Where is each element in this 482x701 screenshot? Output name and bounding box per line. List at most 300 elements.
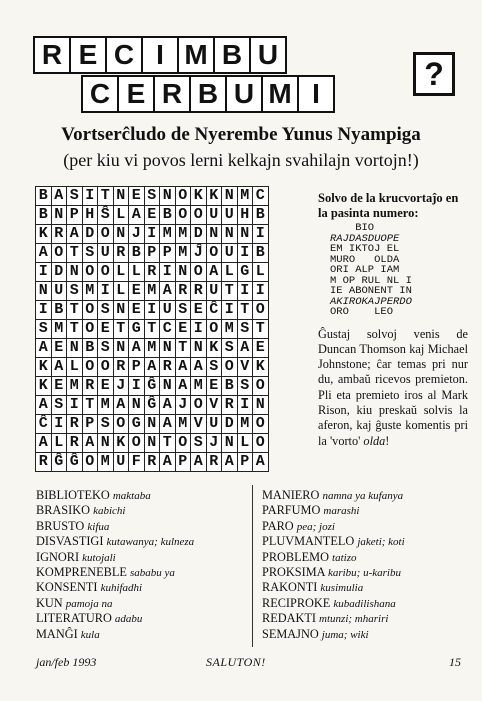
grid-row xyxy=(36,187,269,206)
title-letter-cell: I xyxy=(297,75,335,113)
grid-letter: T xyxy=(144,320,160,339)
grid-letter: N xyxy=(160,187,176,206)
grid-letter: M xyxy=(160,225,176,244)
grid-row xyxy=(36,263,269,282)
grid-letter: O xyxy=(98,358,114,377)
swahili-translation: kuhifadhi xyxy=(100,582,143,595)
grid-letter: L xyxy=(113,206,129,225)
grid-letter: J xyxy=(129,225,145,244)
grid-letter: B xyxy=(222,377,238,396)
grid-letter: O xyxy=(175,187,191,206)
swahili-translation: kubadilishana xyxy=(333,597,396,610)
grid-letter: S xyxy=(36,320,52,339)
grid-letter: S xyxy=(191,434,207,453)
swahili-translation: marashi xyxy=(323,505,360,518)
grid-letter: P xyxy=(67,206,83,225)
grid-letter: Ĝ xyxy=(51,453,67,472)
grid-letter: N xyxy=(222,187,238,206)
grid-letter: R xyxy=(222,396,238,415)
grid-letter: R xyxy=(82,377,98,396)
grid-letter: B xyxy=(129,244,145,263)
grid-letter: V xyxy=(237,358,253,377)
grid-letter: M xyxy=(175,244,191,263)
grid-letter: G xyxy=(237,263,253,282)
title-row-recimbu xyxy=(35,36,287,74)
grid-letter: Ŝ xyxy=(98,206,114,225)
grid-letter: M xyxy=(191,377,207,396)
swahili-translation: pamoja na xyxy=(65,597,113,610)
grid-letter: K xyxy=(253,358,269,377)
grid-letter: U xyxy=(222,244,238,263)
vocabulary-entry xyxy=(36,611,246,626)
grid-letter: A xyxy=(222,453,238,472)
esperanto-word: LITERATURO xyxy=(36,611,112,626)
grid-letter: E xyxy=(129,301,145,320)
grid-letter: T xyxy=(67,301,83,320)
vocabulary-entry xyxy=(262,596,472,611)
grid-letter: A xyxy=(237,339,253,358)
swahili-translation: kutojali xyxy=(82,551,116,564)
grid-letter: A xyxy=(36,396,52,415)
grid-letter: A xyxy=(67,225,83,244)
grid-row xyxy=(36,377,269,396)
swahili-translation: kusimulia xyxy=(320,582,364,595)
grid-letter: B xyxy=(36,187,52,206)
grid-letter: N xyxy=(113,339,129,358)
grid-letter: A xyxy=(253,453,269,472)
grid-letter: A xyxy=(82,434,98,453)
grid-letter: B xyxy=(82,339,98,358)
grid-letter: O xyxy=(253,434,269,453)
grid-letter: S xyxy=(67,187,83,206)
grid-letter: E xyxy=(129,187,145,206)
word-search-grid xyxy=(35,186,269,472)
grid-letter: N xyxy=(160,377,176,396)
grid-letter: A xyxy=(160,396,176,415)
winners-paragraph xyxy=(318,327,468,449)
grid-letter: O xyxy=(82,301,98,320)
solution-line: AKIROKAJPERDO xyxy=(330,295,412,308)
grid-letter: R xyxy=(113,244,129,263)
grid-letter: S xyxy=(222,339,238,358)
esperanto-word: KONSENTI xyxy=(36,580,98,595)
grid-letter: N xyxy=(98,434,114,453)
grid-letter: N xyxy=(67,263,83,282)
grid-letter: O xyxy=(82,453,98,472)
grid-letter: I xyxy=(253,282,269,301)
grid-letter: O xyxy=(82,358,98,377)
grid-letter: O xyxy=(191,396,207,415)
grid-letter: D xyxy=(191,225,207,244)
vocabulary-entry xyxy=(262,503,472,518)
grid-letter: E xyxy=(253,339,269,358)
grid-letter: D xyxy=(51,263,67,282)
swahili-translation: namna ya kufanya xyxy=(322,490,404,502)
solution-line: EM IKTOJ EL xyxy=(330,243,400,255)
vocabulary-entry xyxy=(36,627,246,642)
grid-letter: S xyxy=(67,282,83,301)
title-letter-cell: C xyxy=(105,36,143,74)
grid-letter: R xyxy=(36,453,52,472)
grid-letter: T xyxy=(222,282,238,301)
grid-letter: Ĵ xyxy=(191,244,207,263)
grid-letter: H xyxy=(237,206,253,225)
grid-letter: A xyxy=(51,358,67,377)
solution-line: M OP RUL NL I xyxy=(330,274,412,287)
grid-letter: I xyxy=(222,301,238,320)
swahili-translation: jaketi; koti xyxy=(357,536,405,549)
grid-letter: M xyxy=(175,415,191,434)
solution-line: MURO OLDA xyxy=(330,253,400,266)
grid-letter: M xyxy=(98,396,114,415)
grid-letter: M xyxy=(237,187,253,206)
grid-row xyxy=(36,244,269,263)
grid-letter: B xyxy=(160,206,176,225)
grid-letter: S xyxy=(175,301,191,320)
grid-letter: N xyxy=(51,206,67,225)
title-row-cerbumi xyxy=(83,75,335,113)
grid-letter: A xyxy=(191,358,207,377)
grid-letter: J xyxy=(175,396,191,415)
grid-letter: O xyxy=(175,434,191,453)
grid-letter: U xyxy=(206,415,222,434)
solution-line: IE ABONENT IN xyxy=(330,285,412,297)
grid-letter: I xyxy=(36,263,52,282)
swahili-translation: kutawanya; kulneza xyxy=(106,536,195,549)
grid-letter: N xyxy=(144,415,160,434)
winners-text-end: ! xyxy=(385,433,390,448)
grid-letter: L xyxy=(222,263,238,282)
title-letter-cell: I xyxy=(141,36,179,74)
swahili-translation: tatizo xyxy=(332,551,357,564)
grid-letter: C xyxy=(253,187,269,206)
esperanto-word: PARO xyxy=(262,518,294,533)
esperanto-word: REDAKTI xyxy=(262,611,316,626)
swahili-translation: karibu; u-karibu xyxy=(327,567,401,580)
grid-letter: P xyxy=(237,453,253,472)
grid-letter: O xyxy=(191,206,207,225)
winners-text: Ĝustaj solvoj venis de Duncan Thomson kaj Michael Johnstone; ĉar temas pri nur du, ambaŭ ricevos premieton. Pli eta premieto iros al Mark Rison, kiu preskaŭ solvis la aferon, kaj ĝuste komentis pri la 'vorto' xyxy=(318,326,468,448)
grid-letter: B xyxy=(253,206,269,225)
swahili-translation: mtunzi; mhariri xyxy=(319,613,389,626)
solution-line: BIO xyxy=(330,222,375,234)
grid-letter: O xyxy=(222,358,238,377)
grid-letter: R xyxy=(160,358,176,377)
swahili-translation: juma; wiki xyxy=(321,628,369,641)
swahili-translation: kula xyxy=(80,628,100,641)
vocabulary-entry xyxy=(262,565,472,580)
grid-letter: U xyxy=(206,282,222,301)
grid-letter: S xyxy=(144,187,160,206)
column-divider xyxy=(252,485,253,647)
esperanto-word: IGNORI xyxy=(36,549,80,564)
grid-letter: N xyxy=(36,282,52,301)
vocabulary-entry xyxy=(36,488,246,503)
esperanto-word: KOMPRENEBLE xyxy=(36,565,127,580)
solution-line: ORO LEO xyxy=(330,306,394,318)
esperanto-word: PARFUMO xyxy=(262,503,321,518)
grid-letter: K xyxy=(36,358,52,377)
title-letter-cell: R xyxy=(153,75,191,113)
grid-letter: E xyxy=(51,377,67,396)
grid-letter: A xyxy=(113,396,129,415)
grid-row xyxy=(36,301,269,320)
grid-letter: L xyxy=(113,263,129,282)
grid-letter: I xyxy=(144,301,160,320)
grid-letter: A xyxy=(175,358,191,377)
page-number: 15 xyxy=(449,655,461,669)
grid-letter: E xyxy=(98,377,114,396)
grid-letter: I xyxy=(191,320,207,339)
vocabulary-entry xyxy=(262,488,472,503)
swahili-translation: maktaba xyxy=(112,490,151,502)
grid-letter: U xyxy=(98,244,114,263)
grid-letter: D xyxy=(82,225,98,244)
grid-letter: O xyxy=(253,377,269,396)
question-mark-icon: ? xyxy=(413,52,455,96)
grid-letter: L xyxy=(113,282,129,301)
title-letter-cell: R xyxy=(33,36,71,74)
grid-letter: M xyxy=(82,282,98,301)
grid-letter: I xyxy=(237,244,253,263)
grid-letter: T xyxy=(160,434,176,453)
vocabulary-list-left xyxy=(36,488,246,642)
grid-row xyxy=(36,320,269,339)
grid-letter: H xyxy=(82,206,98,225)
grid-letter: I xyxy=(129,377,145,396)
vocabulary-entry xyxy=(36,550,246,565)
article-title: Vortserĉludo de Nyerembe Yunus Nyampiga xyxy=(61,124,421,145)
grid-letter: U xyxy=(113,453,129,472)
grid-letter: S xyxy=(237,377,253,396)
grid-letter: S xyxy=(237,320,253,339)
grid-letter: Ĝ xyxy=(144,377,160,396)
grid-letter: L xyxy=(67,358,83,377)
grid-letter: R xyxy=(144,453,160,472)
grid-letter: N xyxy=(175,263,191,282)
grid-letter: A xyxy=(160,453,176,472)
vocabulary-entry xyxy=(262,611,472,626)
grid-letter: I xyxy=(98,282,114,301)
grid-letter: A xyxy=(36,434,52,453)
grid-letter: O xyxy=(98,225,114,244)
grid-letter: N xyxy=(144,434,160,453)
grid-letter: M xyxy=(144,282,160,301)
grid-letter: S xyxy=(98,415,114,434)
grid-letter: L xyxy=(129,263,145,282)
grid-letter: N xyxy=(160,339,176,358)
grid-letter: E xyxy=(98,320,114,339)
grid-letter: E xyxy=(191,301,207,320)
grid-letter: O xyxy=(129,434,145,453)
esperanto-word: PLUVMANTELO xyxy=(262,534,355,549)
esperanto-word: MANĜI xyxy=(36,626,78,641)
esperanto-word: BRUSTO xyxy=(36,518,85,533)
magazine-name: SALUTON! xyxy=(206,655,266,669)
vocabulary-entry xyxy=(262,534,472,549)
swahili-translation: sababu ya xyxy=(129,567,175,580)
grid-letter: G xyxy=(129,415,145,434)
esperanto-word: RECIPROKE xyxy=(262,595,331,610)
grid-letter: N xyxy=(113,225,129,244)
grid-letter: N xyxy=(206,225,222,244)
grid-letter: I xyxy=(237,282,253,301)
grid-letter: P xyxy=(129,358,145,377)
grid-letter: R xyxy=(144,263,160,282)
grid-row xyxy=(36,206,269,225)
grid-letter: P xyxy=(144,244,160,263)
vocabulary-entry xyxy=(36,580,246,595)
grid-letter: V xyxy=(206,396,222,415)
grid-letter: L xyxy=(237,434,253,453)
grid-letter: M xyxy=(144,339,160,358)
grid-letter: A xyxy=(36,339,52,358)
title-letter-cell: B xyxy=(189,75,227,113)
esperanto-word: BIBLIOTEKO xyxy=(36,488,110,502)
grid-letter: N xyxy=(222,434,238,453)
vocabulary-entry xyxy=(36,596,246,611)
grid-letter: N xyxy=(113,187,129,206)
grid-row xyxy=(36,282,269,301)
grid-letter: N xyxy=(237,225,253,244)
grid-letter: N xyxy=(222,225,238,244)
grid-letter: B xyxy=(51,301,67,320)
grid-letter: T xyxy=(98,187,114,206)
grid-letter: T xyxy=(253,320,269,339)
winners-quoted-word: olda xyxy=(363,433,386,448)
grid-letter: Ĉ xyxy=(36,415,52,434)
grid-letter: R xyxy=(191,282,207,301)
grid-letter: I xyxy=(36,301,52,320)
grid-letter: O xyxy=(206,244,222,263)
swahili-translation: pea; jozi xyxy=(296,520,335,533)
grid-letter: U xyxy=(222,206,238,225)
grid-letter: I xyxy=(253,225,269,244)
esperanto-word: MANIERO xyxy=(262,488,320,502)
grid-letter: O xyxy=(82,263,98,282)
grid-letter: E xyxy=(144,206,160,225)
grid-letter: T xyxy=(237,301,253,320)
esperanto-word: RAKONTI xyxy=(262,580,318,595)
swahili-translation: kabichi xyxy=(93,505,126,518)
solution-line: RAJDASDUOPE xyxy=(330,232,400,245)
grid-letter: M xyxy=(175,225,191,244)
grid-letter: A xyxy=(51,187,67,206)
grid-letter: G xyxy=(129,320,145,339)
swahili-translation: adabu xyxy=(114,613,143,626)
esperanto-word: KUN xyxy=(36,595,63,610)
grid-letter: O xyxy=(191,263,207,282)
grid-row xyxy=(36,415,269,434)
grid-letter: A xyxy=(206,263,222,282)
grid-letter: O xyxy=(98,263,114,282)
grid-letter: A xyxy=(144,358,160,377)
title-letter-cell: M xyxy=(177,36,215,74)
grid-row xyxy=(36,453,269,472)
grid-letter: I xyxy=(237,396,253,415)
grid-letter: K xyxy=(113,434,129,453)
grid-letter: F xyxy=(129,453,145,472)
grid-letter: A xyxy=(129,339,145,358)
issue-date: jan/feb 1993 xyxy=(36,655,97,669)
grid-letter: O xyxy=(253,415,269,434)
grid-letter: I xyxy=(82,187,98,206)
grid-letter: M xyxy=(67,377,83,396)
grid-letter: L xyxy=(51,434,67,453)
grid-letter: O xyxy=(253,301,269,320)
grid-letter: A xyxy=(160,282,176,301)
grid-letter: R xyxy=(175,282,191,301)
grid-letter: V xyxy=(191,415,207,434)
grid-letter: J xyxy=(206,434,222,453)
grid-letter: O xyxy=(82,320,98,339)
grid-letter: P xyxy=(160,244,176,263)
esperanto-word: PROBLEMO xyxy=(262,549,329,564)
grid-letter: Ĉ xyxy=(206,301,222,320)
grid-letter: I xyxy=(160,263,176,282)
grid-letter: A xyxy=(160,415,176,434)
vocabulary-entry xyxy=(262,550,472,565)
grid-letter: I xyxy=(67,396,83,415)
grid-letter: P xyxy=(82,415,98,434)
vocabulary-entry xyxy=(36,503,246,518)
esperanto-word: SEMAJNO xyxy=(262,626,319,641)
grid-letter: O xyxy=(206,320,222,339)
grid-letter: L xyxy=(253,263,269,282)
grid-letter: T xyxy=(175,339,191,358)
grid-row xyxy=(36,358,269,377)
grid-letter: C xyxy=(160,320,176,339)
grid-letter: A xyxy=(129,206,145,225)
grid-letter: Ĝ xyxy=(144,396,160,415)
grid-row xyxy=(36,339,269,358)
solution-line: ORI ALP IAM xyxy=(330,264,400,276)
grid-letter: R xyxy=(51,225,67,244)
grid-letter: S xyxy=(98,301,114,320)
grid-letter: N xyxy=(113,301,129,320)
grid-letter: A xyxy=(175,377,191,396)
grid-letter: N xyxy=(67,339,83,358)
title-letter-cell: B xyxy=(213,36,251,74)
grid-letter: U xyxy=(51,282,67,301)
grid-letter: R xyxy=(113,358,129,377)
grid-letter: S xyxy=(82,244,98,263)
grid-letter: D xyxy=(222,415,238,434)
vocabulary-entry xyxy=(262,519,472,534)
vocabulary-entry xyxy=(36,534,246,549)
grid-letter: T xyxy=(113,320,129,339)
grid-letter: S xyxy=(51,396,67,415)
grid-letter: R xyxy=(67,415,83,434)
grid-letter: E xyxy=(206,377,222,396)
sidebar-solution xyxy=(318,191,468,449)
title-letter-cell: E xyxy=(117,75,155,113)
grid-row xyxy=(36,396,269,415)
grid-letter: R xyxy=(206,453,222,472)
grid-letter: Ĝ xyxy=(67,453,83,472)
grid-letter: E xyxy=(175,320,191,339)
grid-letter: R xyxy=(67,434,83,453)
grid-letter: S xyxy=(206,358,222,377)
previous-crossword-solution xyxy=(330,223,468,318)
grid-letter: A xyxy=(191,453,207,472)
vocabulary-entry xyxy=(36,519,246,534)
grid-letter: U xyxy=(160,301,176,320)
grid-letter: I xyxy=(144,225,160,244)
grid-letter: B xyxy=(36,206,52,225)
vocabulary-entry xyxy=(262,580,472,595)
grid-letter: A xyxy=(36,244,52,263)
